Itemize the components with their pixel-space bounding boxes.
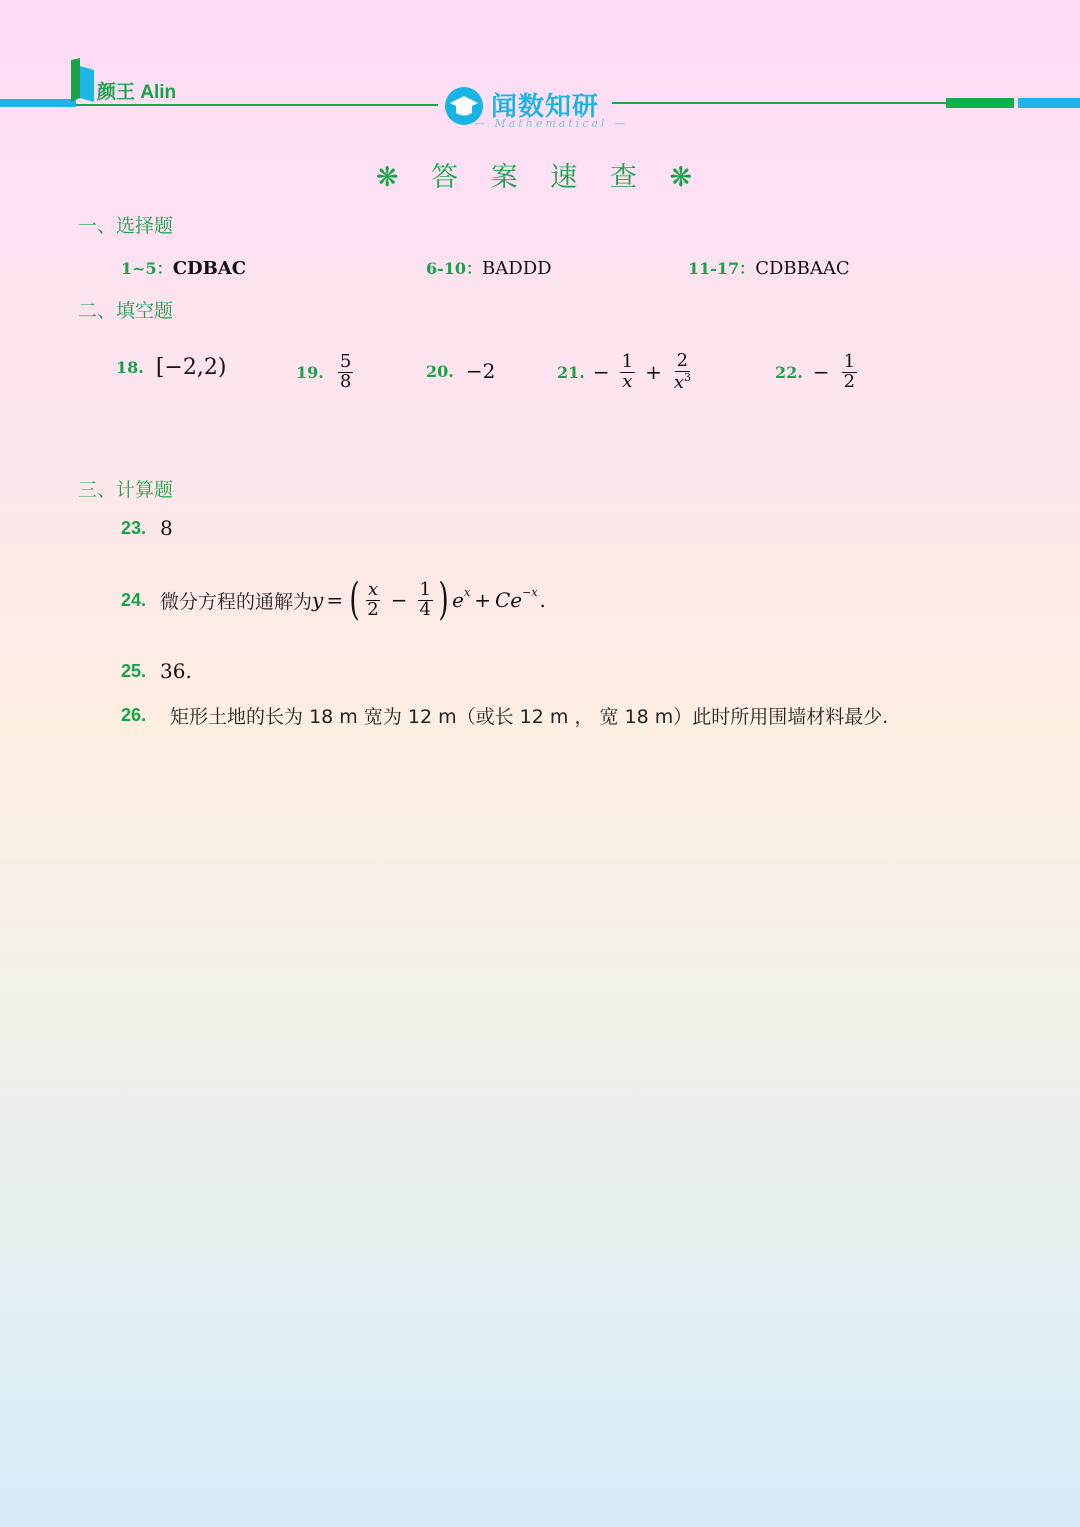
header-rule-left <box>76 104 438 106</box>
answer-18 <box>116 355 226 380</box>
brand-name: 颜王 Alin <box>97 82 177 103</box>
answer-value: 8 <box>160 516 173 540</box>
fraction <box>672 349 693 393</box>
question-number: 22. <box>775 362 803 382</box>
center-brand-subtitle: — Mathematical — <box>474 117 628 130</box>
answer-20 <box>426 359 495 383</box>
answer-text: 微分方程的通解为 <box>160 590 313 613</box>
exponent: −x <box>522 586 538 599</box>
numerator: 1 <box>419 578 431 600</box>
choice-group-2 <box>426 256 552 279</box>
question-number: 18. <box>116 358 144 377</box>
question-number: 25. <box>121 660 147 681</box>
fraction <box>365 578 380 620</box>
answer-22 <box>775 347 859 397</box>
numerator: 1 <box>843 350 856 372</box>
answer-value: 36. <box>160 659 192 683</box>
denominator: x <box>622 370 633 392</box>
minus-sign: − <box>592 360 610 384</box>
answer-19 <box>296 347 355 397</box>
section-heading-choice: 一、选择题 <box>78 215 174 237</box>
numerator: 1 <box>621 350 634 372</box>
numerator: 5 <box>339 350 352 372</box>
question-number: 21. <box>557 362 585 382</box>
fraction <box>338 350 353 392</box>
fraction <box>842 350 857 392</box>
answer-21 <box>557 347 695 397</box>
answer-26 <box>121 702 888 729</box>
section-heading-fill: 二、填空题 <box>78 300 174 322</box>
const-term: Ce <box>494 588 523 612</box>
header-bar-right-blue <box>1018 98 1080 108</box>
header-bar-left <box>0 99 76 107</box>
answer-23 <box>121 516 173 540</box>
center-brand-name: 闻数知研 <box>491 92 600 122</box>
minus-sign: − <box>812 360 830 384</box>
section-heading-calc: 三、计算题 <box>78 479 174 501</box>
equals-sign: = <box>326 588 344 612</box>
choice-group-answer: BADDD <box>482 258 552 279</box>
denominator: 2 <box>843 370 856 392</box>
base: x <box>673 371 684 393</box>
question-number: 23. <box>121 517 147 538</box>
choice-group-label: 11-17： <box>688 259 756 278</box>
choice-group-3 <box>688 256 850 279</box>
question-number: 26. <box>121 705 147 725</box>
exponent: x <box>463 586 471 599</box>
question-number: 24. <box>121 589 147 610</box>
choice-group-label: 1~5： <box>121 259 173 278</box>
denominator: 4 <box>419 598 431 620</box>
answer-value: [−2,2) <box>155 355 227 380</box>
numerator: x <box>367 578 379 600</box>
answer-25 <box>121 659 192 683</box>
denominator: 8 <box>339 370 352 392</box>
exp-base: e <box>452 588 464 612</box>
brand-logo-icon <box>70 58 96 104</box>
page-title: ❋ 答 案 速 查 ❋ <box>375 162 705 193</box>
fraction <box>418 578 433 620</box>
exponent: 3 <box>683 370 691 384</box>
choice-group-answer: CDBAC <box>172 258 247 279</box>
answer-text: 矩形土地的长为 18 m 宽为 12 m（或长 12 m ， 宽 18 m）此时所用围墙材料最少. <box>170 706 889 728</box>
choice-group-1 <box>121 256 246 279</box>
question-number: 20. <box>426 361 454 381</box>
period: . <box>539 588 546 612</box>
denominator: 2 <box>367 598 379 620</box>
denominator <box>672 372 693 393</box>
answer-value: −2 <box>465 359 496 383</box>
left-paren: ( <box>349 574 360 625</box>
question-number: 19. <box>296 362 324 382</box>
header-bar-right-green <box>946 98 1014 108</box>
choice-group-answer: CDBBAAC <box>755 258 850 279</box>
header-rule-right <box>612 102 946 104</box>
plus-sign: + <box>645 360 662 384</box>
plus-sign: + <box>474 588 491 612</box>
var-y: y <box>312 588 324 612</box>
numerator: 2 <box>676 349 689 371</box>
choice-group-label: 6-10： <box>426 259 483 278</box>
minus-sign: − <box>390 588 408 612</box>
answer-24 <box>121 572 546 628</box>
fraction <box>620 350 635 392</box>
right-paren: ) <box>438 574 449 625</box>
